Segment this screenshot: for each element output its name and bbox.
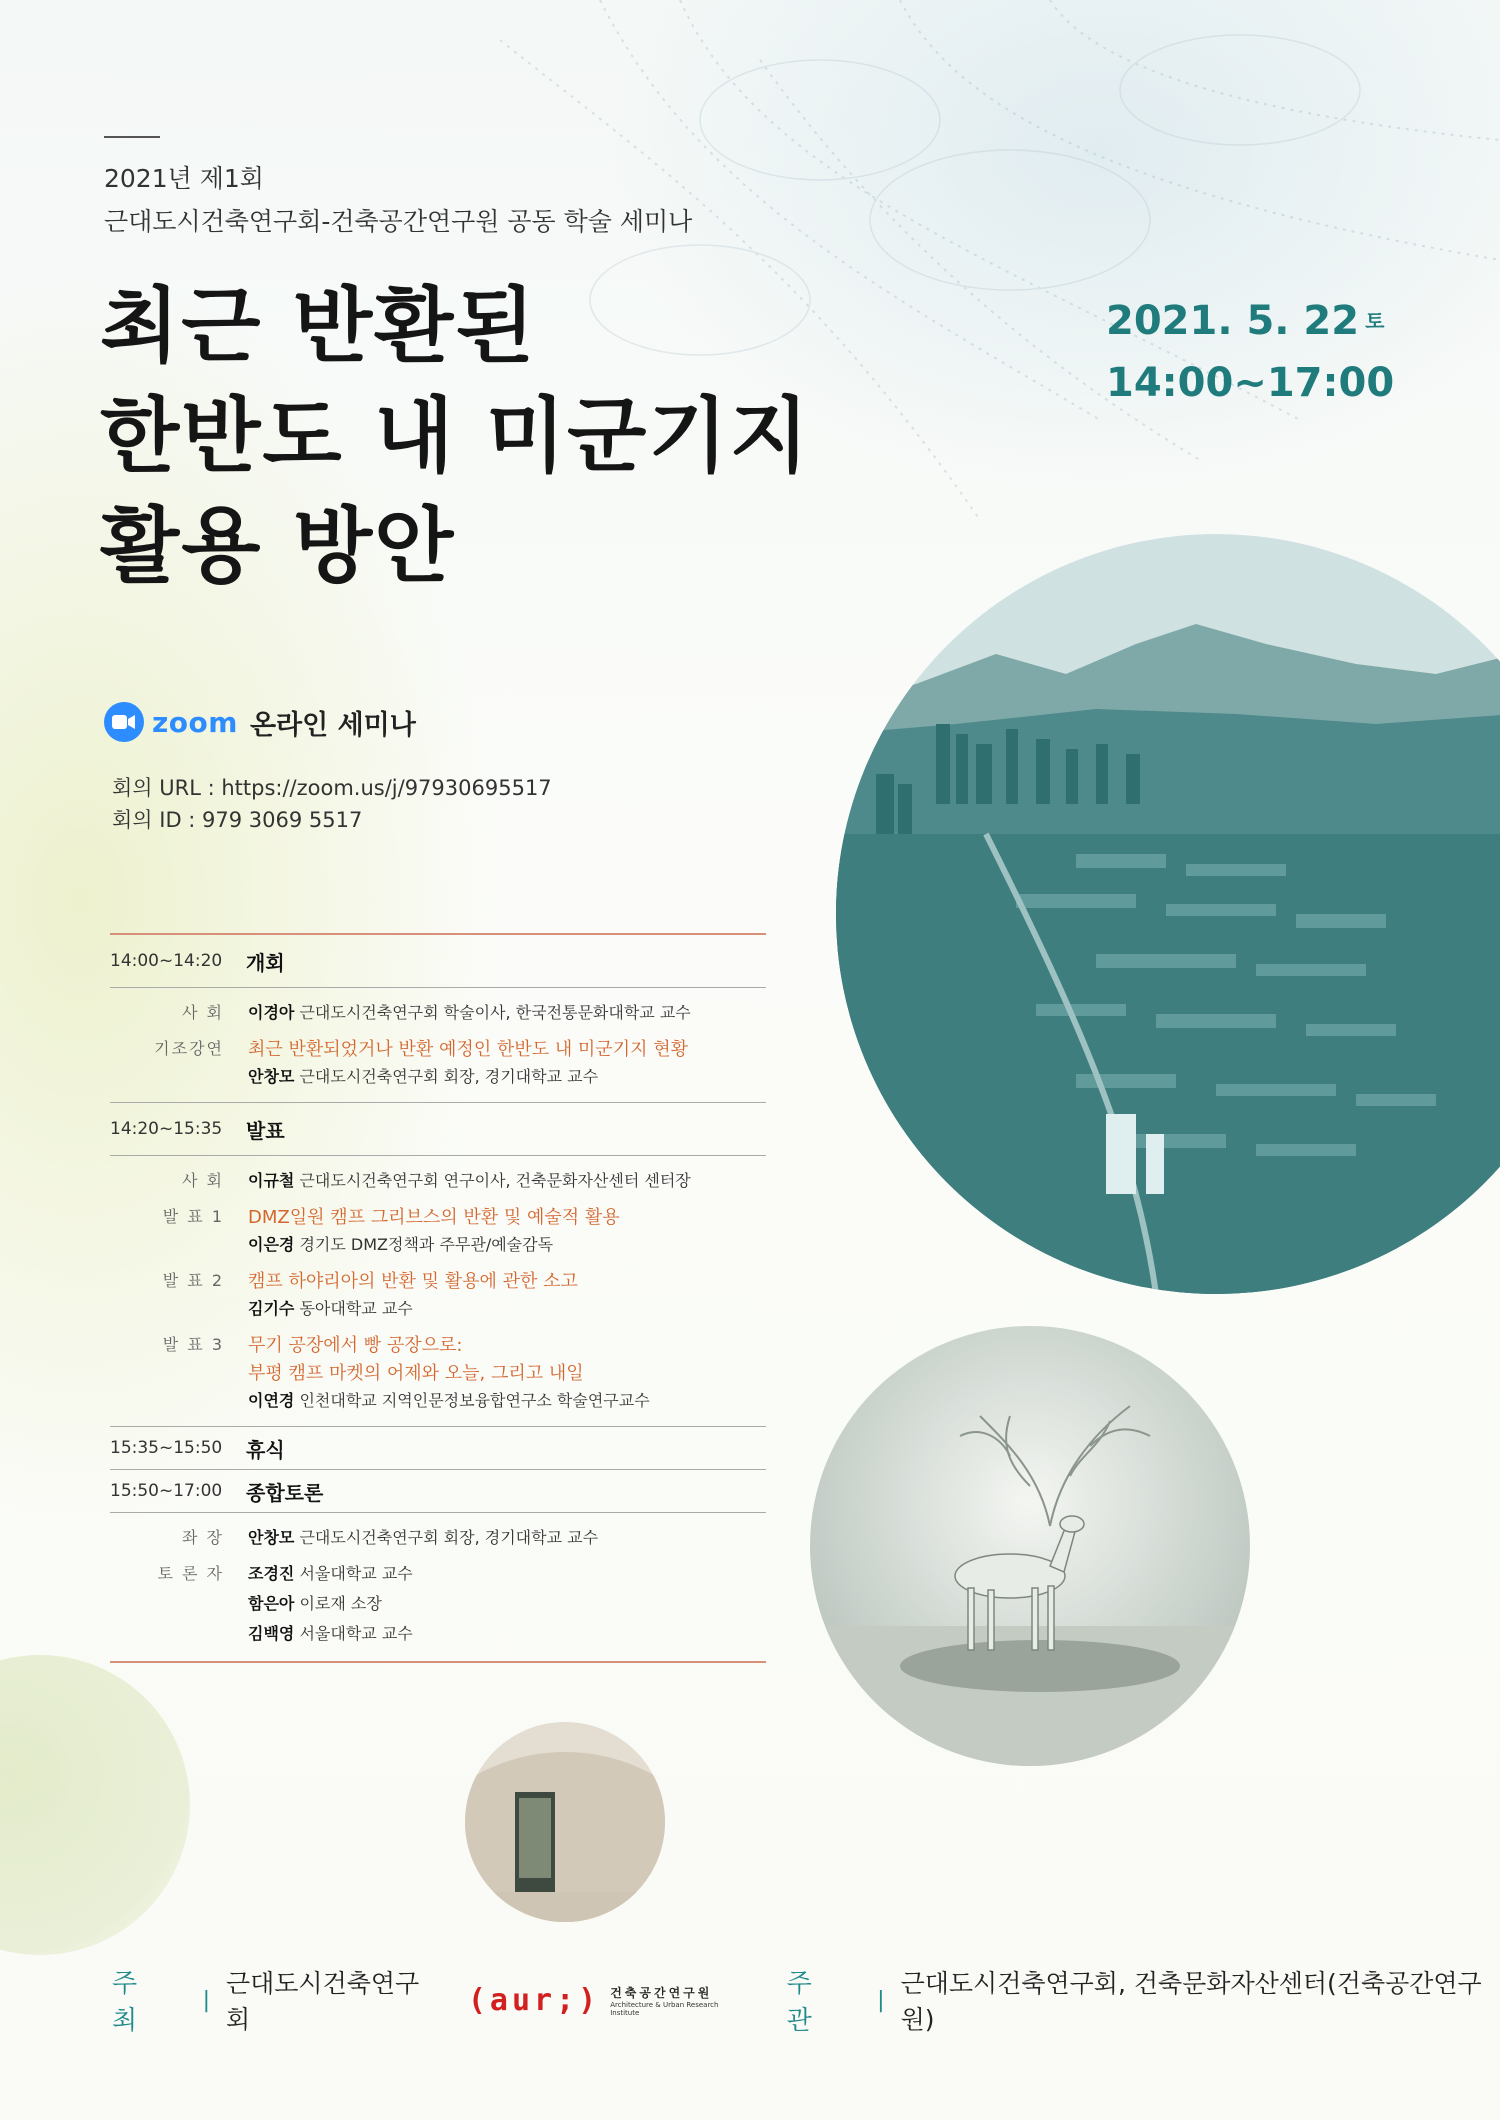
person-affiliation: 근대도시건축연구회 회장, 경기대학교 교수	[299, 1528, 599, 1547]
schedule-item	[110, 1561, 766, 1647]
person-affiliation: 근대도시건축연구회 회장, 경기대학교 교수	[299, 1067, 599, 1086]
title-line: 한반도 내 미군기지	[100, 389, 811, 484]
person-affiliation: 서울대학교 교수	[299, 1564, 413, 1583]
person-affiliation: 서울대학교 교수	[299, 1624, 413, 1643]
section-title: 발표	[246, 1118, 285, 1143]
person-affiliation: 이로재 소장	[299, 1594, 382, 1613]
online-seminar-label: 온라인 세미나	[249, 709, 416, 741]
talk-title: 무기 공장에서 빵 공장으로:	[248, 1335, 463, 1356]
person-name: 이경아	[248, 1003, 295, 1022]
event-datetime	[1106, 290, 1394, 414]
person-name: 김기수	[248, 1299, 295, 1318]
divider	[110, 1512, 766, 1513]
meeting-url[interactable]: 회의 URL : https://zoom.us/j/97930695517	[112, 776, 552, 800]
organizer-label: 주 관	[786, 1969, 818, 2036]
item-role: 발 표 2	[162, 1271, 224, 1290]
section-time: 14:20~15:35	[110, 1119, 223, 1139]
item-role: 사 회	[182, 1171, 224, 1190]
event-day: 토	[1365, 309, 1385, 333]
auri-korean-name: 건축공간연구원	[610, 1985, 713, 2000]
edition-label: 2021년 제1회	[104, 164, 264, 193]
poster-title	[100, 272, 811, 602]
event-time: 14:00~17:00	[1106, 360, 1395, 406]
person-name: 김백영	[248, 1624, 295, 1643]
schedule-item	[110, 1168, 766, 1194]
divider	[110, 1661, 766, 1663]
section-title: 개회	[246, 950, 285, 975]
schedule-section-header	[110, 1470, 766, 1512]
divider	[110, 1155, 766, 1156]
item-role: 좌 장	[182, 1528, 224, 1547]
talk-title: 캠프 하야리아의 반환 및 활용에 관한 소고	[248, 1271, 578, 1292]
deer-sculpture-photo	[810, 1326, 1250, 1766]
section-time: 15:35~15:50	[110, 1438, 223, 1458]
decorative-green-circle	[0, 1655, 190, 1955]
auri-english-name: Architecture & Urban Research Institute	[610, 2000, 719, 2017]
person-name: 이은경	[248, 1235, 295, 1254]
title-line: 활용 방안	[100, 499, 456, 594]
host-label: 주 최	[112, 1969, 144, 2036]
host-name: 근대도시건축연구회	[225, 1969, 420, 2034]
separator: |	[202, 1987, 210, 2013]
installation-photo	[465, 1722, 665, 1922]
schedule-section-header	[110, 935, 766, 987]
schedule-item	[110, 1332, 766, 1414]
person-affiliation: 근대도시건축연구회 연구이사, 건축문화자산센터 센터장	[299, 1171, 691, 1190]
item-role: 토 론 자	[157, 1564, 224, 1583]
zoom-camera-icon	[104, 702, 144, 742]
person-name: 안창모	[248, 1528, 295, 1547]
section-time: 14:00~14:20	[110, 951, 223, 971]
schedule-item	[110, 1036, 766, 1090]
event-date: 2021. 5. 22	[1106, 298, 1360, 344]
person-name: 이규철	[248, 1171, 295, 1190]
person-name: 조경진	[248, 1564, 295, 1583]
auri-logo	[468, 1983, 743, 2018]
talk-title: 최근 반환되었거나 반환 예정인 한반도 내 미군기지 현황	[248, 1039, 688, 1060]
auri-logo-mark: (aur;)	[467, 1982, 601, 2018]
person-affiliation: 동아대학교 교수	[299, 1299, 413, 1318]
organizer-name: 근대도시건축연구회, 건축문화자산센터(건축공간연구원)	[900, 1969, 1482, 2034]
zoom-logo-text: zoom	[152, 705, 238, 739]
zoom-info	[104, 700, 416, 744]
schedule-item	[110, 1268, 766, 1322]
separator: |	[877, 1987, 885, 2013]
talk-title: 부평 캠프 마켓의 어제와 오늘, 그리고 내일	[248, 1363, 584, 1384]
item-role: 발 표 3	[162, 1335, 224, 1354]
seminar-subtitle: 근대도시건축연구회-건축공간연구원 공동 학술 세미나	[104, 207, 693, 236]
section-title: 휴식	[246, 1437, 285, 1462]
footer	[0, 1969, 1500, 2036]
person-affiliation: 근대도시건축연구회 학술이사, 한국전통문화대학교 교수	[299, 1003, 691, 1022]
schedule-table	[110, 933, 766, 1663]
schedule-section-header	[110, 1103, 766, 1155]
talk-title: DMZ일원 캠프 그리브스의 반환 및 예술적 활용	[248, 1207, 620, 1228]
person-name: 함은아	[248, 1594, 295, 1613]
meeting-info	[112, 772, 552, 836]
top-rule	[104, 136, 160, 138]
divider	[110, 987, 766, 988]
schedule-section-header	[110, 1427, 766, 1469]
item-role: 발 표 1	[162, 1207, 224, 1226]
item-role: 사 회	[182, 1003, 224, 1022]
meeting-id: 회의 ID : 979 3069 5517	[112, 808, 363, 832]
section-title: 종합토론	[246, 1480, 324, 1505]
person-affiliation: 경기도 DMZ정책과 주무관/예술감독	[299, 1235, 554, 1254]
person-name: 안창모	[248, 1067, 295, 1086]
title-line: 최근 반환된	[100, 279, 537, 374]
schedule-item	[110, 1204, 766, 1258]
item-role: 기조강연	[154, 1039, 224, 1058]
section-time: 15:50~17:00	[110, 1481, 223, 1501]
schedule-item	[110, 1000, 766, 1026]
person-name: 이연경	[248, 1391, 295, 1410]
person-affiliation: 인천대학교 지역인문정보융합연구소 학술연구교수	[299, 1391, 650, 1410]
schedule-item	[110, 1525, 766, 1551]
